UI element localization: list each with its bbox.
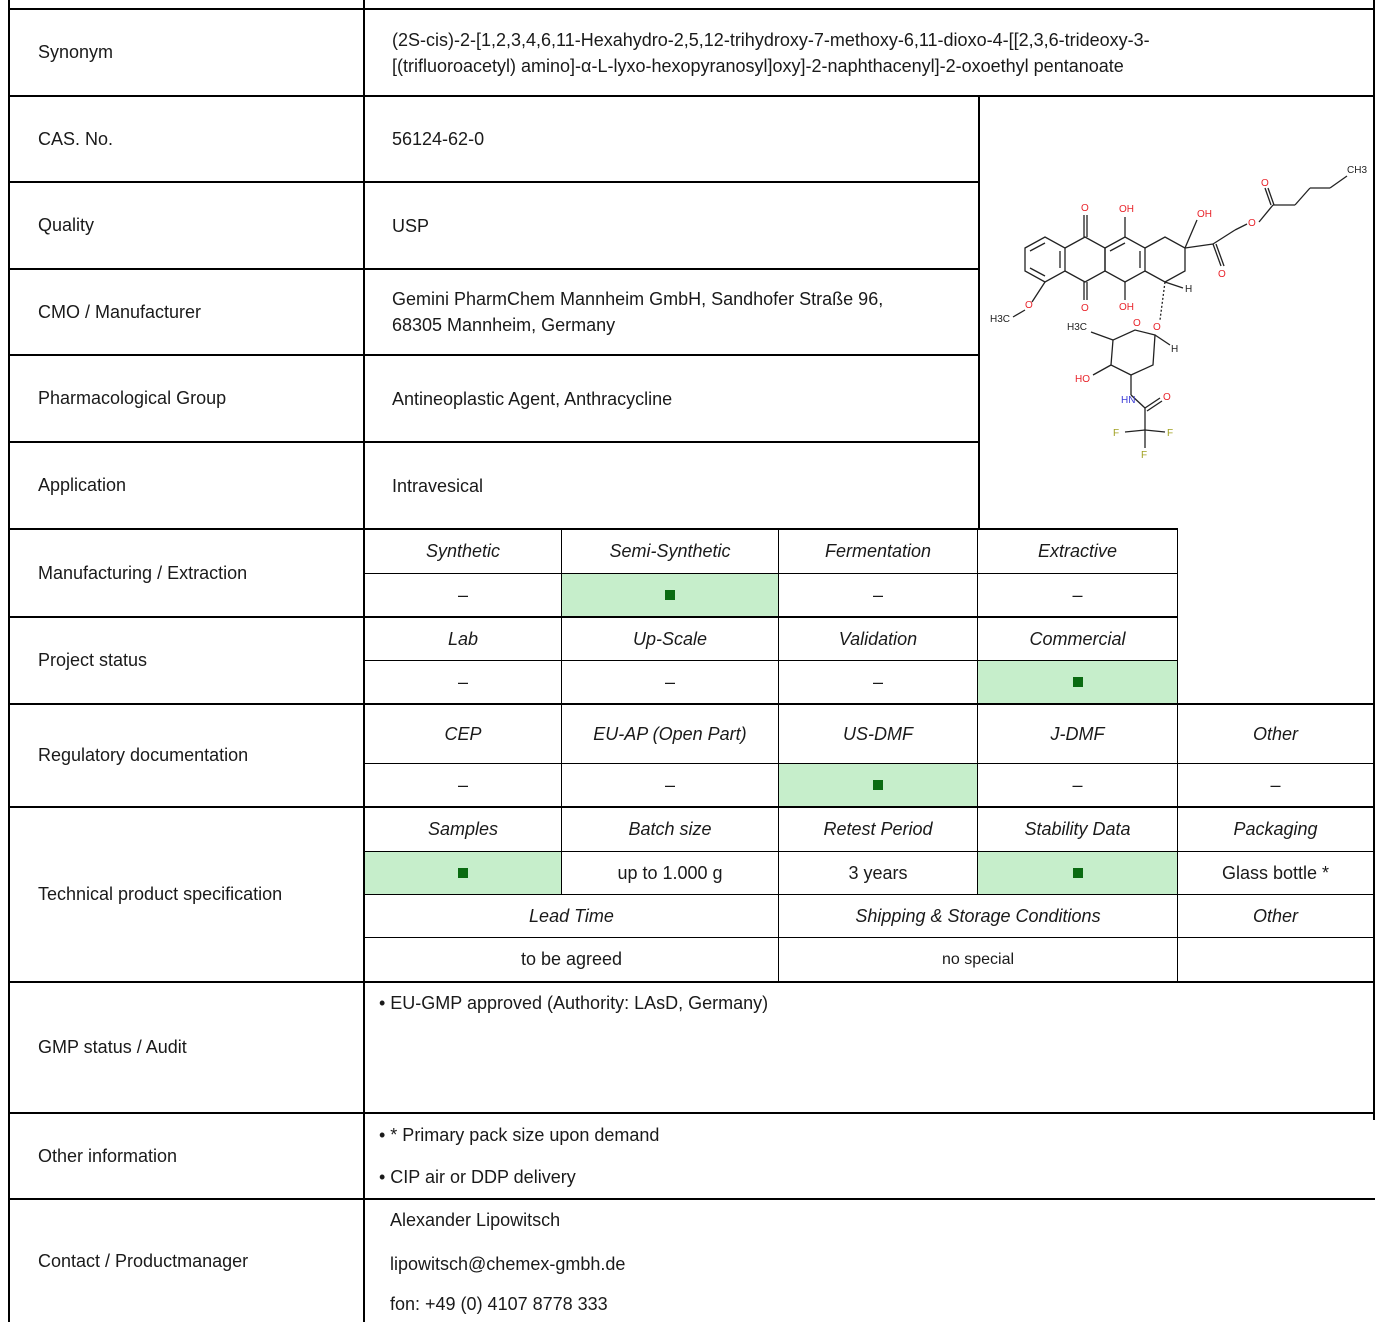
header-samples: Samples [427,819,499,839]
value-other-technical [1178,938,1373,981]
header-synthetic: Synthetic [425,541,501,561]
label-application: Application [38,475,127,495]
image-cell-border [978,95,980,530]
value-shipping-storage: no special [941,950,1015,968]
svg-text:O: O [1025,300,1033,311]
header-shipping-storage: Shipping & Storage Conditions [855,905,1101,926]
svg-text:O: O [1218,269,1226,280]
svg-text:O: O [1081,203,1089,214]
contact-name: Alexander Lipowitsch [390,1209,561,1230]
label-gmp: GMP status / Audit [38,1037,187,1057]
synonym-line-2: [(trifluoroacetyl) amino]-α-L-lyxo-hexopyranosyl]oxy]-2-naphthacenyl]-2-oxoethyl pentanoate [392,55,1124,76]
label-cmo: CMO / Manufacturer [38,301,202,322]
svg-text:O: O [1261,178,1269,189]
checked-square-icon [665,590,675,600]
value-lead-time: to be agreed [520,949,623,969]
value-retest-period: 3 years [848,862,908,883]
cmo-line-2: 68305 Mannheim, Germany [392,315,616,335]
value-samples-checked [365,852,561,894]
value-cep: – [457,774,468,795]
contact-email: lipowitsch@chemex-gmbh.de [390,1253,626,1274]
value-extractive: – [1072,584,1083,605]
header-batch-size: Batch size [628,819,712,839]
value-cmo [365,270,978,354]
header-us-dmf: US-DMF [843,723,913,744]
value-packaging: Glass bottle * [1221,862,1330,883]
value-synthetic: – [457,584,468,605]
svg-text:H: H [1185,284,1193,295]
value-application: Intravesical [392,475,484,496]
label-regulatory: Regulatory documentation [38,745,249,765]
structure-label-ch3: CH3 [1347,165,1368,176]
synonym-line-1: (2S-cis)-2-[1,2,3,4,6,11-Hexahydro-2,5,12-trihydroxy-7-methoxy-6,11-dioxo-4-[[2,3,6-trideoxy-3- [392,29,1150,50]
header-up-scale: Up-Scale [632,628,708,649]
checked-square-icon [873,780,883,790]
header-retest-period: Retest Period [823,819,933,839]
value-up-scale: – [664,671,675,692]
svg-text:O: O [1153,322,1161,333]
header-lab: Lab [447,628,479,649]
header-packaging: Packaging [1233,819,1318,839]
contact-phone: fon: +49 (0) 4107 8778 333 [390,1293,608,1314]
svg-text:HO: HO [1075,374,1090,385]
value-other-regulatory: – [1270,774,1281,795]
svg-text:HN: HN [1121,395,1136,406]
header-stability-data: Stability Data [1024,819,1131,839]
checked-square-icon [458,868,468,878]
value-quality: USP [392,215,430,236]
label-manufacturing: Manufacturing / Extraction [38,562,248,583]
label-technical: Technical product specification [38,884,283,904]
header-validation: Validation [838,628,918,649]
header-lead-time: Lead Time [529,905,614,926]
svg-text:H3C: H3C [990,314,1011,325]
chemical-structure-image [985,160,1370,465]
header-fermentation: Fermentation [824,541,932,561]
header-semi-synthetic: Semi-Synthetic [609,541,731,561]
label-quality: Quality [38,215,95,235]
svg-text:O: O [1248,218,1256,229]
value-validation: – [872,671,883,692]
svg-text:F: F [1113,428,1120,439]
svg-text:OH: OH [1119,204,1134,215]
label-project-status: Project status [38,650,148,670]
value-fermentation: – [872,584,883,605]
label-synonym: Synonym [38,42,114,62]
value-gmp: • EU-GMP approved (Authority: LAsD, Germany) [379,993,769,1013]
other-info-line-1: • * Primary pack size upon demand [379,1124,660,1145]
header-extractive: Extractive [1037,541,1118,561]
svg-text:O: O [1081,303,1089,314]
value-semi-synthetic-checked [562,574,778,616]
value-batch-size: up to 1.000 g [617,862,723,883]
svg-text:F: F [1167,428,1174,439]
header-commercial: Commercial [1029,628,1126,649]
label-cas: CAS. No. [38,128,114,149]
value-pharmacological-group: Antineoplastic Agent, Anthracycline [392,388,673,409]
value-cas: 56124-62-0 [392,129,485,149]
label-pharmacological-group: Pharmacological Group [38,388,227,408]
svg-text:O: O [1163,392,1171,403]
svg-text:OH: OH [1119,302,1134,313]
header-other-technical: Other [1252,905,1299,926]
value-j-dmf: – [1072,774,1083,795]
svg-text:H: H [1171,344,1179,355]
header-other-regulatory: Other [1252,723,1299,744]
svg-text:H3C: H3C [1067,322,1088,333]
checked-square-icon [1073,868,1083,878]
header-eu-ap: EU-AP (Open Part) [593,723,747,744]
svg-text:OH: OH [1197,209,1212,220]
value-stability-data-checked [978,852,1177,894]
value-commercial-checked [978,661,1177,703]
value-lab: – [457,671,468,692]
value-us-dmf-checked [779,764,977,806]
value-eu-ap: – [664,774,675,795]
table-border-right [1373,0,1375,1120]
cmo-line-1: Gemini PharmChem Mannheim GmbH, Sandhofer Straße 96, [392,289,884,309]
svg-text:O: O [1133,318,1141,329]
label-contact: Contact / Productmanager [38,1250,249,1271]
svg-text:F: F [1141,450,1148,461]
checked-square-icon [1073,677,1083,687]
other-info-line-2: • CIP air or DDP delivery [379,1167,576,1187]
value-synonym [365,10,1373,95]
label-other-information: Other information [38,1145,178,1166]
header-cep: CEP [444,723,482,744]
header-j-dmf: J-DMF [1050,723,1105,744]
